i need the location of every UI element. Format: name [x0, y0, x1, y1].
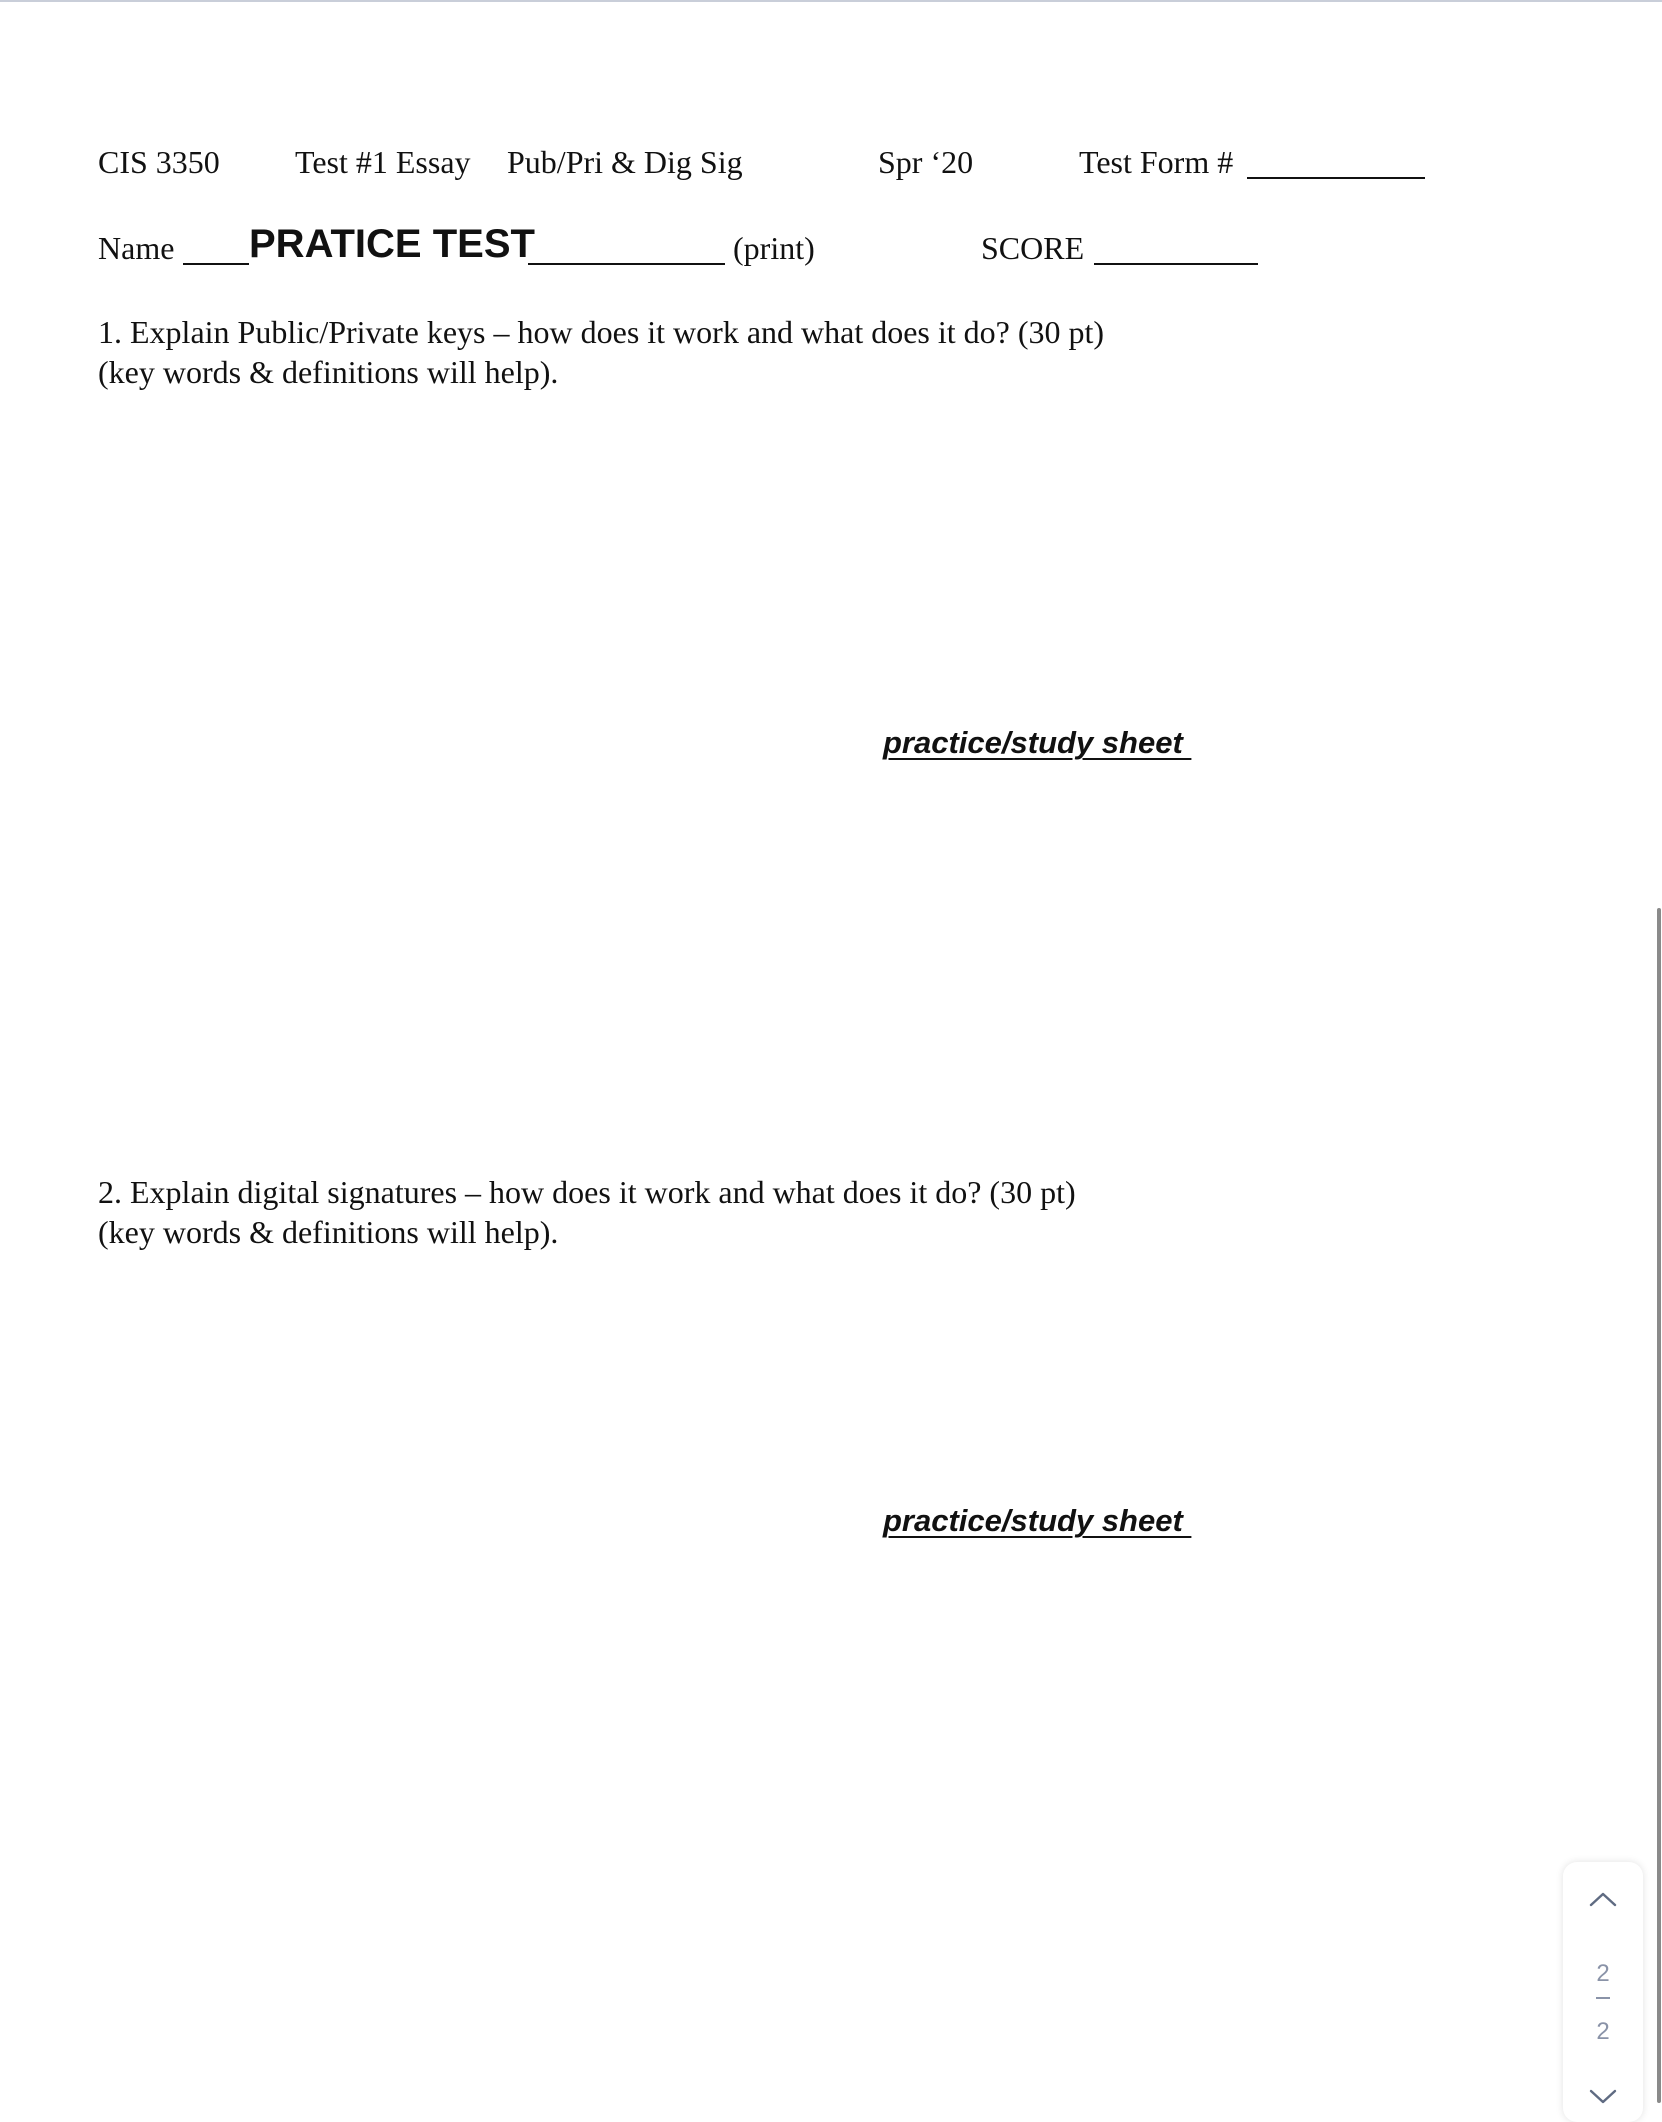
- name-value: PRATICE TEST: [249, 222, 535, 266]
- test-form-blank: [1247, 177, 1425, 179]
- score-blank: [1094, 263, 1258, 265]
- score-label: SCORE: [981, 230, 1085, 266]
- practice-study-sheet-label: practice/study sheet: [883, 725, 1192, 760]
- name-blank-leading: [183, 263, 249, 265]
- current-page-number: 2: [1596, 1960, 1610, 1987]
- question-2-prompt: 2. Explain digital signatures – how does it work and what does it do? (30 pt): [98, 1174, 1076, 1210]
- question-2-hint: (key words & definitions will help).: [98, 1214, 559, 1250]
- name-blank-trailing: [528, 263, 725, 265]
- question-1-prompt: 1. Explain Public/Private keys – how does it work and what does it do? (30 pt): [98, 314, 1105, 350]
- page-indicator: [1563, 1942, 1643, 2062]
- page-navigator: [1563, 1862, 1643, 2122]
- chevron-up-icon: [1588, 1890, 1618, 1908]
- chevron-down-icon: [1588, 2088, 1618, 2106]
- page-separator: [1596, 1997, 1610, 1999]
- name-label: Name: [98, 230, 175, 266]
- test-form-label: Test Form #: [1079, 144, 1234, 180]
- question-1-hint: (key words & definitions will help).: [98, 354, 559, 390]
- document-page: [0, 2, 1662, 2103]
- test-title: Test #1 Essay: [295, 144, 471, 180]
- total-page-count: 2: [1596, 2018, 1610, 2045]
- next-page-button[interactable]: [1563, 2072, 1643, 2122]
- vertical-scrollbar[interactable]: [1655, 908, 1662, 2103]
- previous-page-button[interactable]: [1563, 1874, 1643, 1924]
- print-hint: (print): [733, 230, 815, 266]
- practice-study-sheet-label: practice/study sheet: [883, 1503, 1192, 1538]
- course-code: CIS 3350: [98, 144, 220, 180]
- scrollbar-thumb[interactable]: [1657, 908, 1661, 2103]
- test-topic: Pub/Pri & Dig Sig: [507, 144, 743, 180]
- term: Spr ‘20: [878, 144, 974, 180]
